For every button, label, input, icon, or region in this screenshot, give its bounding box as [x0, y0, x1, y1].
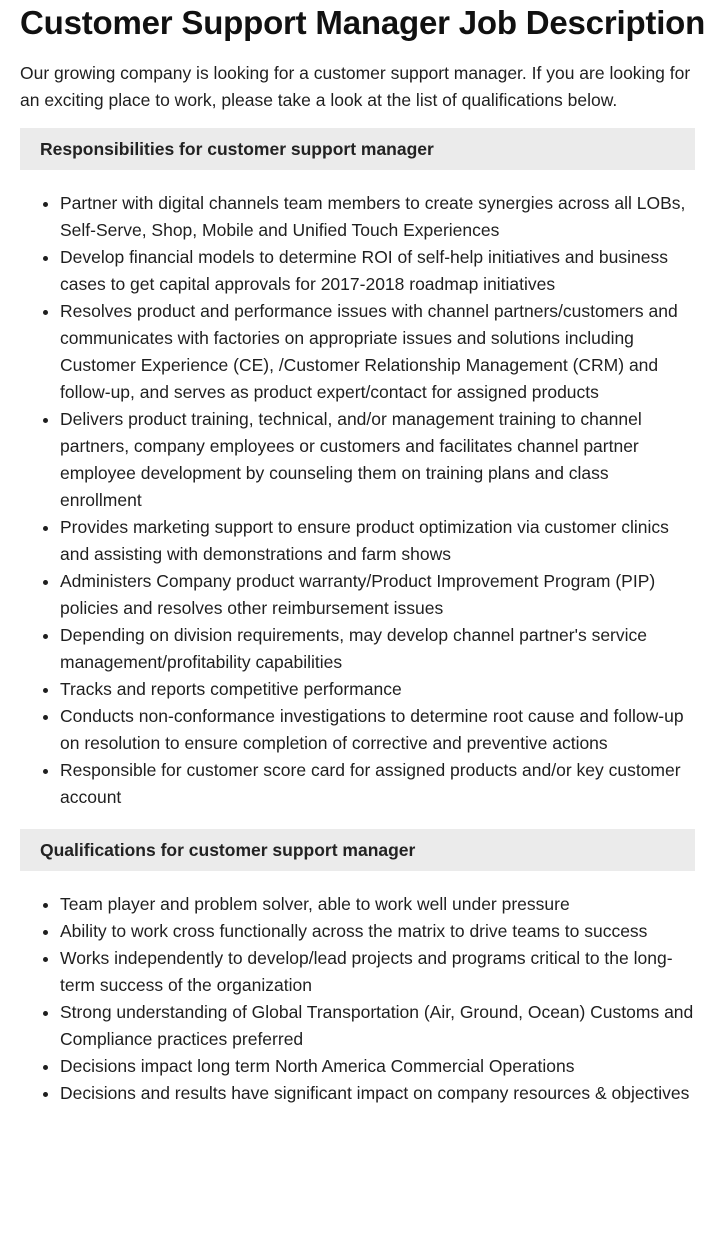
list-item: • Tracks and reports competitive performance: [60, 676, 695, 703]
list-item: • Depending on division requirements, may develop channel partner's service management/profitability capabilities: [60, 622, 695, 676]
responsibilities-heading: Responsibilities for customer support manager: [20, 128, 695, 170]
intro-paragraph: Our growing company is looking for a customer support manager. If you are looking for an exciting place to work, please take a look at the list of qualifications below.: [20, 63, 691, 110]
list-item: • Decisions and results have significant impact on company resources & objectives: [60, 1080, 695, 1107]
qualifications-heading: Qualifications for customer support manager: [20, 829, 695, 871]
list-item: • Conducts non-conformance investigations to determine root cause and follow-up on resolution to ensure completion of corrective and preventive actions: [60, 703, 695, 757]
list-item: • Develop financial models to determine ROI of self-help initiatives and business cases to get capital approvals for 2017-2018 roadmap initiatives: [60, 244, 695, 298]
list-item: • Strong understanding of Global Transportation (Air, Ground, Ocean) Customs and Compliance practices preferred: [60, 999, 695, 1053]
qualifications-list: [20, 891, 695, 1107]
list-item: • Ability to work cross functionally across the matrix to drive teams to success: [60, 918, 695, 945]
list-item: • Delivers product training, technical, and/or management training to channel partners, company employees or customers and facilitates channel partner employee development by counseling them on training plans and class enrollment: [60, 406, 695, 514]
list-item: • Team player and problem solver, able to work well under pressure: [60, 891, 695, 918]
list-item: • Responsible for customer score card for assigned products and/or key customer account: [60, 757, 695, 811]
list-item: • Administers Company product warranty/Product Improvement Program (PIP) policies and resolves other reimbursement issues: [60, 568, 695, 622]
list-item: • Decisions impact long term North America Commercial Operations: [60, 1053, 695, 1080]
list-item: • Partner with digital channels team members to create synergies across all LOBs, Self-Serve, Shop, Mobile and Unified Touch Experiences: [60, 190, 695, 244]
list-item: • Provides marketing support to ensure product optimization via customer clinics and assisting with demonstrations and farm shows: [60, 514, 695, 568]
page-title: Customer Support Manager Job Description: [20, 4, 706, 41]
list-item: • Resolves product and performance issues with channel partners/customers and communicates with factories on appropriate issues and solutions including Customer Experience (CE), /Customer Relationship Management (CRM) and follow-up, and serves as product expert/contact for assigned products: [60, 298, 695, 406]
list-item: • Works independently to develop/lead projects and programs critical to the long-term success of the organization: [60, 945, 695, 999]
responsibilities-list: [20, 190, 695, 811]
